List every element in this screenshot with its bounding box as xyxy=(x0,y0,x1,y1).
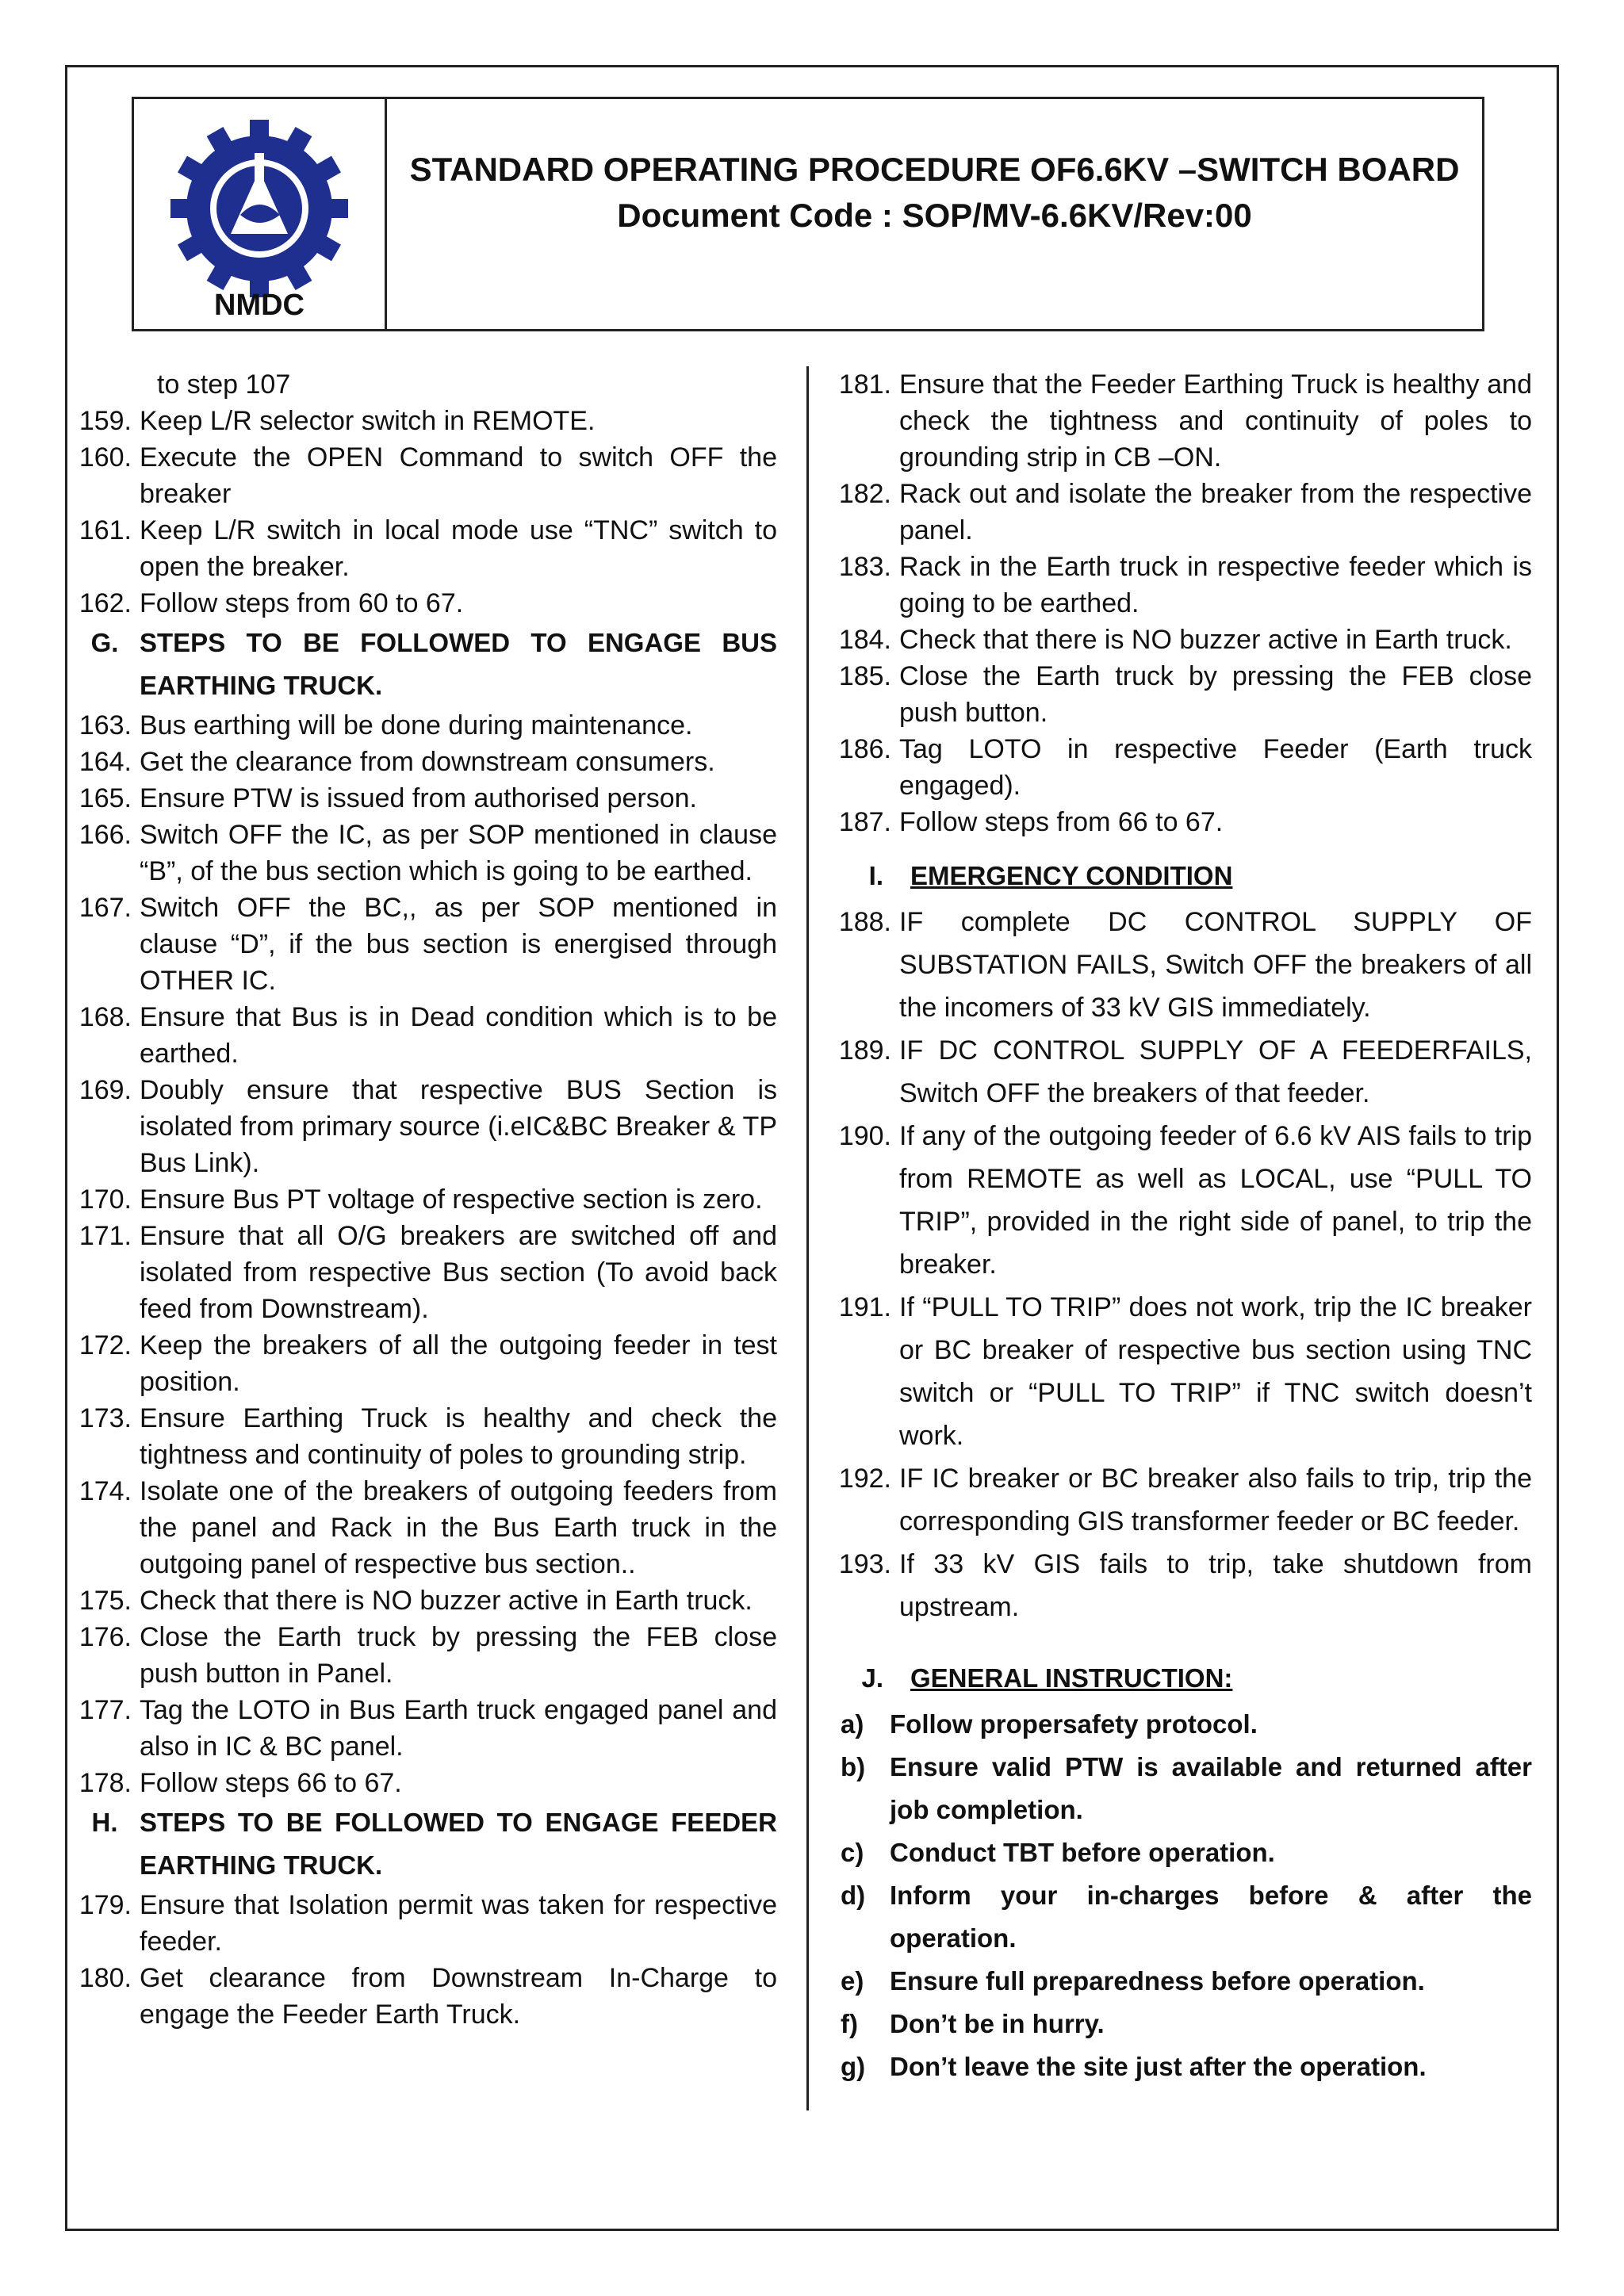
item-number: 173. xyxy=(79,1403,132,1433)
list-item xyxy=(834,1029,1532,1115)
item-text: Close the Earth truck by pressing the FEB close push button in Panel. xyxy=(140,1622,777,1689)
list-item xyxy=(834,2045,1532,2088)
item-text: If any of the outgoing feeder of 6.6 kV AIS fails to trip from REMOTE as well as LOCAL, use “PULL TO TRIP”, provided in the right side of panel, to trip the breaker. xyxy=(899,1121,1532,1280)
list-item xyxy=(834,1746,1532,1831)
list-item xyxy=(70,439,777,512)
item-text: Close the Earth truck by pressing the FEB close push button. xyxy=(899,661,1532,728)
item-number: g) xyxy=(841,2052,866,2081)
list-item xyxy=(834,622,1532,658)
right-column xyxy=(834,366,1532,2088)
item-number: a) xyxy=(841,1709,864,1739)
section-i-heading xyxy=(834,858,1532,894)
list-item xyxy=(70,890,777,999)
item-number: 166. xyxy=(79,820,132,850)
item-text: Check that there is NO buzzer active in Earth truck. xyxy=(899,625,1512,655)
list-item xyxy=(70,512,777,585)
section-letter: G. xyxy=(90,628,119,657)
item-number: 179. xyxy=(79,1890,132,1920)
section-title: EMERGENCY CONDITION xyxy=(910,861,1233,890)
continuation-text: to step 107 xyxy=(157,369,291,400)
list-item xyxy=(70,1582,777,1619)
item-text: Rack in the Earth truck in respective feeder which is going to be earthed. xyxy=(899,552,1532,618)
item-number: 190. xyxy=(838,1121,891,1151)
item-number: 193. xyxy=(838,1549,891,1579)
item-text: Ensure that the Feeder Earthing Truck is healthy and check the tightness and continuity of poles to grounding strip in CB –ON. xyxy=(899,369,1532,473)
list-item xyxy=(834,1874,1532,1960)
item-text: IF DC CONTROL SUPPLY OF A FEEDERFAILS, Switch OFF the breakers of that feeder. xyxy=(899,1035,1532,1108)
item-text: Follow steps from 60 to 67. xyxy=(140,588,464,618)
list-item xyxy=(834,1115,1532,1286)
section-title: STEPS TO BE FOLLOWED TO ENGAGE BUS EARTHING TRUCK. xyxy=(140,628,777,700)
list-item xyxy=(70,1181,777,1218)
item-text: Follow steps 66 to 67. xyxy=(140,1768,402,1798)
item-number: 177. xyxy=(79,1695,132,1725)
item-text: Keep L/R switch in local mode use “TNC” switch to open the breaker. xyxy=(140,515,777,582)
item-text: Ensure that Bus is in Dead condition which is to be earthed. xyxy=(140,1002,777,1069)
item-number: 174. xyxy=(79,1476,132,1506)
list-item xyxy=(70,585,777,622)
item-number: 159. xyxy=(79,406,132,436)
section-title: GENERAL INSTRUCTION: xyxy=(910,1663,1233,1693)
list-item xyxy=(70,1473,777,1582)
item-number: 170. xyxy=(79,1184,132,1215)
item-text: Isolate one of the breakers of outgoing feeders from the panel and Rack in the Bus Earth truck in the outgoing panel of respective bus section.. xyxy=(140,1476,777,1579)
list-item xyxy=(70,1327,777,1400)
item-number: d) xyxy=(841,1881,866,1910)
list-item xyxy=(70,1692,777,1765)
list-item xyxy=(834,2003,1532,2045)
item-number: 176. xyxy=(79,1622,132,1652)
item-text: IF IC breaker or BC breaker also fails to trip, trip the corresponding GIS transformer feeder or BC feeder. xyxy=(899,1464,1532,1536)
item-number: 184. xyxy=(838,625,891,655)
item-text: If 33 kV GIS fails to trip, take shutdown from upstream. xyxy=(899,1549,1532,1622)
list-item xyxy=(70,1887,777,1960)
list-item xyxy=(834,1831,1532,1874)
item-text: Follow steps from 66 to 67. xyxy=(899,807,1224,837)
item-text: Switch OFF the IC, as per SOP mentioned in clause “B”, of the bus section which is going to be earthed. xyxy=(140,820,777,886)
list-item xyxy=(834,1457,1532,1543)
item-text: Ensure that Isolation permit was taken for respective feeder. xyxy=(140,1890,777,1957)
item-number: 188. xyxy=(838,907,891,937)
org-label: NMDC xyxy=(214,289,304,322)
item-text: Tag LOTO in respective Feeder (Earth truck engaged). xyxy=(899,734,1532,801)
item-number: 167. xyxy=(79,893,132,923)
item-text: Ensure Bus PT voltage of respective section is zero. xyxy=(140,1184,763,1215)
item-number: 186. xyxy=(838,734,891,764)
item-text: Follow propersafety protocol. xyxy=(890,1709,1258,1739)
item-number: f) xyxy=(841,2009,858,2038)
list-item xyxy=(834,901,1532,1029)
list-item xyxy=(834,1543,1532,1628)
item-number: 187. xyxy=(838,807,891,837)
item-text: Inform your in-charges before & after the operation. xyxy=(890,1881,1532,1953)
item-number: 165. xyxy=(79,783,132,813)
list-item xyxy=(70,1765,777,1801)
list-item xyxy=(834,804,1532,840)
list-item xyxy=(70,1400,777,1473)
item-number: 164. xyxy=(79,747,132,777)
item-number: b) xyxy=(841,1752,866,1781)
item-text: Execute the OPEN Command to switch OFF the breaker xyxy=(140,442,777,509)
list-item xyxy=(70,1218,777,1327)
item-number: 178. xyxy=(79,1768,132,1798)
list-item xyxy=(70,707,777,744)
item-text: Keep the breakers of all the outgoing feeder in test position. xyxy=(140,1330,777,1397)
list-item xyxy=(834,549,1532,622)
section-g-heading xyxy=(70,622,777,707)
list-item xyxy=(70,817,777,890)
item-text: Ensure Earthing Truck is healthy and check the tightness and continuity of poles to grounding strip. xyxy=(140,1403,777,1470)
nmdc-logo-icon xyxy=(164,115,354,297)
section-letter: I. xyxy=(868,861,883,890)
title-cell xyxy=(387,99,1482,329)
list-item xyxy=(834,658,1532,731)
list-item xyxy=(834,476,1532,549)
item-text: Ensure that all O/G breakers are switched off and isolated from respective Bus section (To avoid back feed from Downstream). xyxy=(140,1221,777,1324)
item-number: 185. xyxy=(838,661,891,691)
item-text: Keep L/R selector switch in REMOTE. xyxy=(140,406,596,436)
list-item xyxy=(834,1960,1532,2003)
item-text: Get clearance from Downstream In-Charge to engage the Feeder Earth Truck. xyxy=(140,1963,777,2030)
list-item xyxy=(834,1286,1532,1457)
item-number: 182. xyxy=(838,479,891,509)
item-number: 161. xyxy=(79,515,132,545)
item-text: If “PULL TO TRIP” does not work, trip the IC breaker or BC breaker of respective bus section using TNC switch or “PULL TO TRIP” if TNC switch doesn’t work. xyxy=(899,1292,1532,1451)
list-item xyxy=(70,744,777,780)
column-divider xyxy=(806,366,809,2110)
list-item xyxy=(70,999,777,1072)
item-text: Don’t leave the site just after the operation. xyxy=(890,2052,1427,2081)
item-number: 180. xyxy=(79,1963,132,1993)
item-text: Tag the LOTO in Bus Earth truck engaged panel and also in IC & BC panel. xyxy=(140,1695,777,1762)
document-title: STANDARD OPERATING PROCEDURE OF6.6KV –SWITCH BOARD xyxy=(409,151,1460,188)
item-text: Conduct TBT before operation. xyxy=(890,1838,1275,1867)
item-number: 175. xyxy=(79,1586,132,1616)
item-number: 191. xyxy=(838,1292,891,1322)
item-text: Ensure valid PTW is available and returned after job completion. xyxy=(890,1752,1532,1824)
item-number: 162. xyxy=(79,588,132,618)
list-item xyxy=(834,366,1532,476)
item-number: e) xyxy=(841,1966,864,1996)
item-number: 192. xyxy=(838,1464,891,1494)
section-letter: J. xyxy=(861,1663,883,1693)
document-header xyxy=(132,97,1484,331)
section-title: STEPS TO BE FOLLOWED TO ENGAGE FEEDER EARTHING TRUCK. xyxy=(140,1808,777,1880)
left-column xyxy=(70,366,777,2033)
item-number: 183. xyxy=(838,552,891,582)
item-number: 171. xyxy=(79,1221,132,1251)
list-item xyxy=(834,1703,1532,1746)
list-item xyxy=(70,780,777,817)
item-number: 181. xyxy=(838,369,891,400)
list-item xyxy=(70,1619,777,1692)
item-number: 169. xyxy=(79,1075,132,1105)
item-number: c) xyxy=(841,1838,864,1867)
item-text: Ensure PTW is issued from authorised person. xyxy=(140,783,697,813)
item-text: Rack out and isolate the breaker from the respective panel. xyxy=(899,479,1532,545)
item-text: Don’t be in hurry. xyxy=(890,2009,1105,2038)
section-letter: H. xyxy=(91,1808,118,1837)
item-text: Switch OFF the BC,, as per SOP mentioned in clause “D”, if the bus section is energised through OTHER IC. xyxy=(140,893,777,996)
list-item xyxy=(70,1072,777,1181)
item-number: 189. xyxy=(838,1035,891,1066)
item-text: Bus earthing will be done during maintenance. xyxy=(140,710,693,740)
item-text: Get the clearance from downstream consumers. xyxy=(140,747,715,777)
document-code: Document Code : SOP/MV-6.6KV/Rev:00 xyxy=(617,197,1252,234)
section-h-heading xyxy=(70,1801,777,1887)
item-number: 163. xyxy=(79,710,132,740)
item-text: Doubly ensure that respective BUS Section is isolated from primary source (i.eIC&BC Breaker & TP Bus Link). xyxy=(140,1075,777,1178)
list-item xyxy=(834,731,1532,804)
item-text: IF complete DC CONTROL SUPPLY OF SUBSTATION FAILS, Switch OFF the breakers of all the incomers of 33 kV GIS immediately. xyxy=(899,907,1532,1023)
item-text: Check that there is NO buzzer active in Earth truck. xyxy=(140,1586,753,1616)
section-j-heading xyxy=(834,1660,1532,1697)
item-text: Ensure full preparedness before operation. xyxy=(890,1966,1425,1996)
item-number: 168. xyxy=(79,1002,132,1032)
list-item xyxy=(70,1960,777,2033)
list-item xyxy=(70,403,777,439)
item-number: 172. xyxy=(79,1330,132,1360)
item-number: 160. xyxy=(79,442,132,473)
logo-cell xyxy=(134,99,387,329)
